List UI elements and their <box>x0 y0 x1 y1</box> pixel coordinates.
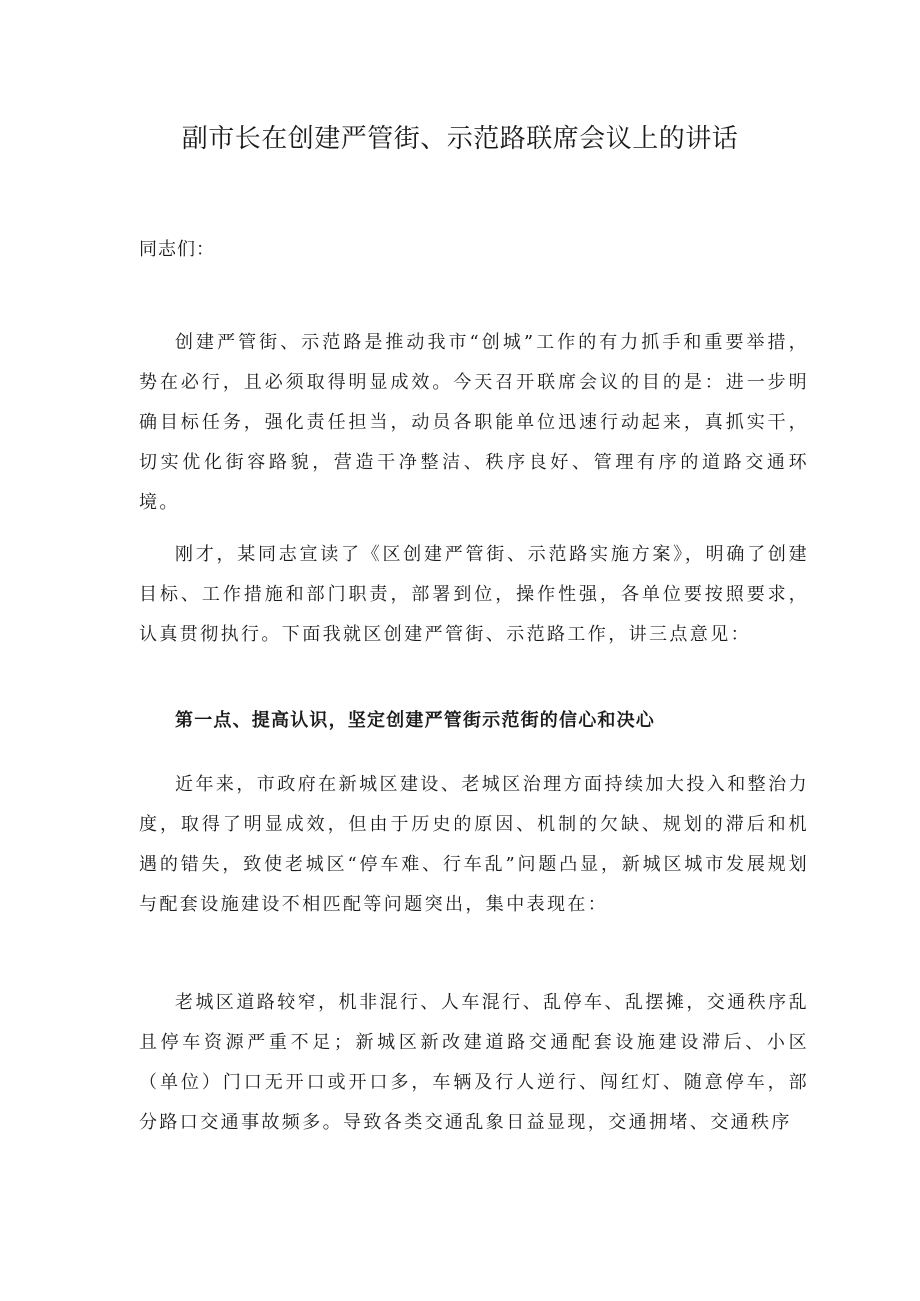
paragraph-plan-overview: 刚才，某同志宣读了《区创建严管街、示范路实施方案》，明确了创建目标、工作措施和部门职责，部署到位，操作性强，各单位要按照要求，认真贯彻执行。下面我就区创建严管街、示范路工作，讲三点意见： <box>139 544 809 645</box>
salutation: 同志们： <box>139 239 215 260</box>
document-title: 副市长在创建严管街、示范路联席会议上的讲话 <box>181 124 739 154</box>
paragraph-background: 近年来，市政府在新城区建设、老城区治理方面持续加大投入和整治力度，取得了明显成效，但由于历史的原因、机制的欠缺、规划的滞后和机遇的错失，致使老城区“停车难、行车乱”问题凸显，新城区城市发展规划与配套设施建设不相匹配等问题突出，集中表现在： <box>139 774 809 915</box>
paragraph-old-city-issues: 老城区道路较窄，机非混行、人车混行、乱停车、乱摆摊，交通秩序乱且停车资源严重不足；新城区新改建道路交通配套设施建设滞后、小区（单位）门口无开口或开口多，车辆及行人逆行、闯红灯、随意停车，部分路口交通事故频多。导致各类交通乱象日益显现，交通拥堵、交通秩序 <box>139 992 809 1133</box>
paragraph-purpose: 创建严管街、示范路是推动我市“创城”工作的有力抓手和重要举措，势在必行，且必须取得明显成效。今天召开联席会议的目的是：进一步明确目标任务，强化责任担当，动员各职能单位迅速行动起来，真抓实干，切实优化街容路貌，营造干净整洁、秩序良好、管理有序的道路交通环境。 <box>139 332 809 513</box>
section-heading-first-point: 第一点、提高认识，坚定创建严管街示范街的信心和决心 <box>175 710 655 731</box>
